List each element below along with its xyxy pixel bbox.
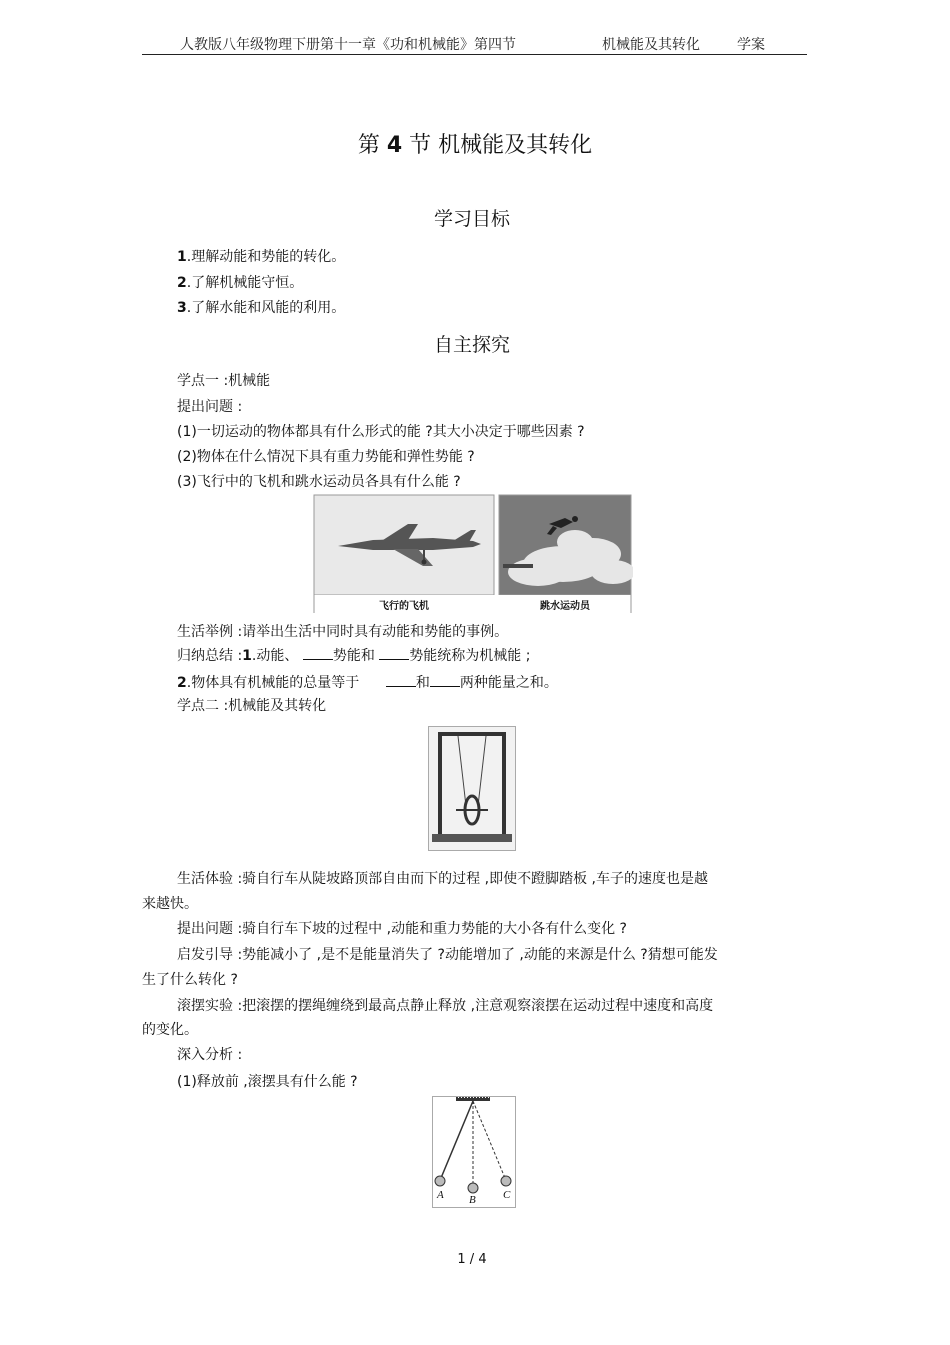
goal-item: 2.了解机械能守恒。 xyxy=(177,275,304,291)
explore-heading: 自主探究 xyxy=(433,334,510,356)
life-experience-line2: 来越快。 xyxy=(142,896,198,912)
plane-diver-illustration xyxy=(313,494,633,614)
deep-analysis-label: 深入分析 : xyxy=(177,1047,243,1063)
diver-caption: 跳水运动员 xyxy=(540,601,590,612)
pendulum-illustration xyxy=(432,1096,516,1208)
goals-heading: 学习目标 xyxy=(433,208,510,230)
question-2: (2)物体在什么情况下具有重力势能和弹性势能 ? xyxy=(177,449,475,465)
fill-blank[interactable] xyxy=(386,674,416,687)
guide-line1: 启发引导 :势能减小了 ,是不是能量消失了 ?动能增加了 ,动能的来源是什么 ?猜想可能发 xyxy=(177,947,718,963)
question-1: (1)一切运动的物体都具有什么形式的能 ?其大小决定于哪些因素 ? xyxy=(177,424,585,440)
label-b: B xyxy=(469,1194,476,1206)
summary-line-1: 归纳总结 :1.动能、 势能和 势能统称为机械能 ; xyxy=(177,648,531,664)
pendulum-figure xyxy=(432,1096,516,1208)
guide-line2: 生了什么转化 ? xyxy=(142,972,238,988)
page-number: 1 / 4 xyxy=(457,1252,487,1267)
analysis-q1: (1)释放前 ,滚摆具有什么能 ? xyxy=(177,1074,358,1090)
plane-caption: 飞行的飞机 xyxy=(379,601,429,612)
point2-label: 学点二 :机械能及其转化 xyxy=(177,698,327,714)
header-doc-type: 学案 xyxy=(737,37,765,53)
header-rule xyxy=(142,54,807,55)
page-title: 第 4 节 机械能及其转化 xyxy=(357,133,593,158)
fill-blank[interactable] xyxy=(430,674,460,687)
header-section-title: 机械能及其转化 xyxy=(602,37,700,53)
roll-experiment-line1: 滚摆实验 :把滚摆的摆绳缠绕到最高点静止释放 ,注意观察滚摆在运动过程中速度和高度 xyxy=(177,998,714,1014)
plane-diver-figure xyxy=(313,494,633,614)
maxwell-wheel-figure xyxy=(428,726,516,851)
maxwell-wheel-illustration xyxy=(428,726,516,851)
ask-label: 提出问题 : xyxy=(177,399,243,415)
label-c: C xyxy=(503,1189,511,1201)
point1-label: 学点一 :机械能 xyxy=(177,373,271,389)
diving-board xyxy=(503,564,533,568)
header-doc-title: 人教版八年级物理下册第十一章《功和机械能》第四节 xyxy=(180,37,516,53)
roll-experiment-line2: 的变化。 xyxy=(142,1022,198,1038)
question-bike: 提出问题 :骑自行车下坡的过程中 ,动能和重力势能的大小各有什么变化 ? xyxy=(177,921,627,937)
summary-line-2: 2.物体具有机械能的总量等于 和 两种能量之和。 xyxy=(177,675,558,691)
label-a: A xyxy=(437,1189,444,1201)
goal-item: 3.了解水能和风能的利用。 xyxy=(177,300,346,316)
fill-blank[interactable] xyxy=(379,647,409,660)
question-3: (3)飞行中的飞机和跳水运动员各具有什么能 ? xyxy=(177,474,461,490)
goal-item: 1.理解动能和势能的转化。 xyxy=(177,249,346,265)
life-example: 生活举例 :请举出生活中同时具有动能和势能的事例。 xyxy=(177,624,509,640)
fill-blank[interactable] xyxy=(303,647,333,660)
life-experience-line1: 生活体验 :骑自行车从陡坡路顶部自由而下的过程 ,即使不蹬脚踏板 ,车子的速度也是越 xyxy=(177,871,708,887)
